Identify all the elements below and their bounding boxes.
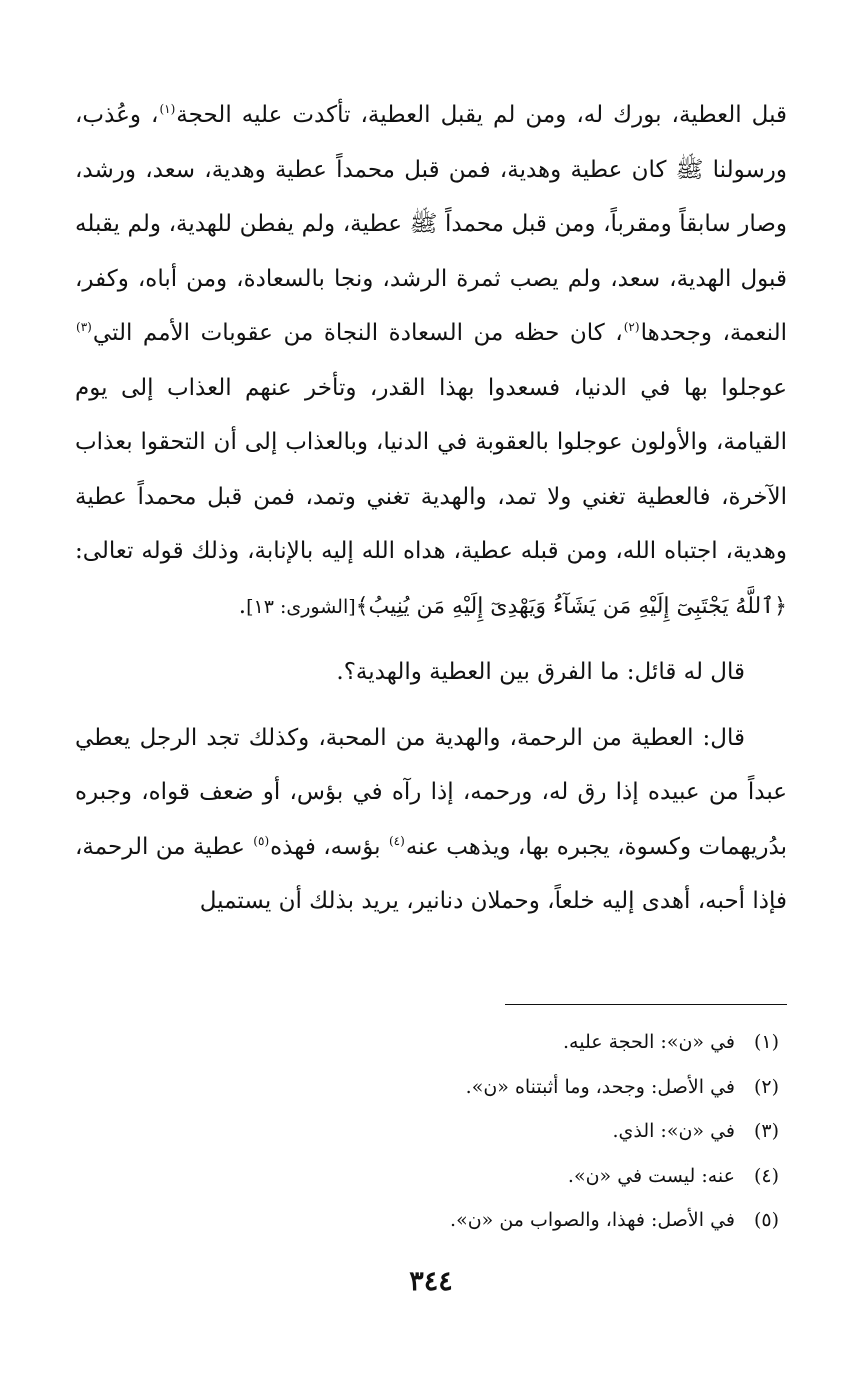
footnote-item — [75, 1065, 787, 1110]
footnote-text: في «ن»: الذي. — [612, 1120, 735, 1142]
text-segment: ، كان حظه من السعادة النجاة من عقوبات الأمم التي — [92, 320, 623, 346]
main-text — [75, 88, 787, 929]
footnote-number: (٥) — [753, 1209, 779, 1231]
text-segment: ، وعُذب، ورسولنا ﷺ كان عطية وهدية، فمن قبل محمداً عطية وهدية، سعد، ورشد، وصار سابقاً ومقرباً، ومن قبل محمداً ﷺ عطية، ولم يفطن للهدية، ولم يقبله قبول الهدية، سعد، ولم يصب ثمرة الرشد، ونجا بالسعادة، ومن أباه، وكفر، النعمة، وجحدها — [75, 102, 787, 346]
footnote-text: في الأصل: وجحد، وما أثبتناه «ن». — [465, 1075, 735, 1098]
paragraph-2: قال له قائل: ما الفرق بين العطية والهدية؟. — [336, 659, 745, 685]
text-segment: بؤسه، فهذه — [270, 833, 388, 860]
footnote-ref-2[interactable]: (٢) — [623, 320, 640, 335]
footnote-divider — [505, 1004, 787, 1005]
footnote-ref-4[interactable]: (٤) — [388, 833, 405, 848]
text-segment: عوجلوا بها في الدنيا، فسعدوا بهذا القدر، وتأخر عنهم العذاب إلى يوم القيامة، والأولون عوجلوا بالعقوبة في الدنيا، وبالعذاب إلى أن التحقوا بعذاب الآخرة، فالعطية تغني ولا تمد، والهدية تغني وتمد، فمن قبل محمداً عطية وهدية، اجتباه الله، ومن قبله عطية، هداه الله إليه بالإنابة، وذلك قوله تعالى: — [75, 374, 787, 564]
footnote-item — [75, 1109, 787, 1154]
paragraph-3 — [75, 711, 787, 929]
footnote-text: عنه: ليست في «ن». — [567, 1164, 735, 1187]
footnote-ref-3[interactable]: (٣) — [76, 320, 92, 335]
book-page — [75, 88, 787, 1348]
quran-verse: ﴿ٱللَّهُ يَجْتَبِىٓ إِلَيْهِ مَن يَشَآءُ وَيَهْدِىٓ إِلَيْهِ مَن يُنِيبُ﴾ — [355, 593, 787, 619]
footnote-number: (٤) — [753, 1164, 779, 1187]
footnote-number: (١) — [753, 1031, 779, 1053]
text-segment: قال: العطية من الرحمة، والهدية من المحبة، وكذلك تجد الرجل يعطي عبداً من عبيده إذا رق له، ورحمه، إذا رآه في بؤس، أو ضعف قواه، وجبره بدُريهمات وكسوة، يجبره بها، ويذهب عنه — [75, 724, 787, 860]
footnote-item — [75, 1020, 787, 1065]
footnote-number: (٢) — [753, 1075, 779, 1098]
footnote-item — [75, 1154, 787, 1199]
footnote-ref-5[interactable]: (٥) — [253, 833, 270, 848]
verse-citation: [الشورى: ١٣] — [246, 595, 356, 618]
text-segment: عطية من الرحمة، فإذا أحبه، أهدى إليه خلعاً، وحملان دنانير، يريد بذلك أن يستميل — [75, 833, 787, 914]
paragraph-1 — [75, 88, 787, 634]
footnotes-list — [75, 1020, 787, 1243]
footnote-text: في الأصل: فهذا، والصواب من «ن». — [450, 1209, 735, 1231]
footnote-number: (٣) — [753, 1120, 779, 1142]
footnote-item — [75, 1198, 787, 1243]
page-number: ٣٤٤ — [409, 1266, 453, 1297]
text-segment: . — [238, 592, 247, 619]
footnote-text: في «ن»: الحجة عليه. — [562, 1031, 735, 1053]
footnote-ref-1[interactable]: (١) — [159, 102, 176, 117]
text-segment: قبل العطية، بورك له، ومن لم يقبل العطية، تأكدت عليه الحجة — [176, 102, 787, 128]
